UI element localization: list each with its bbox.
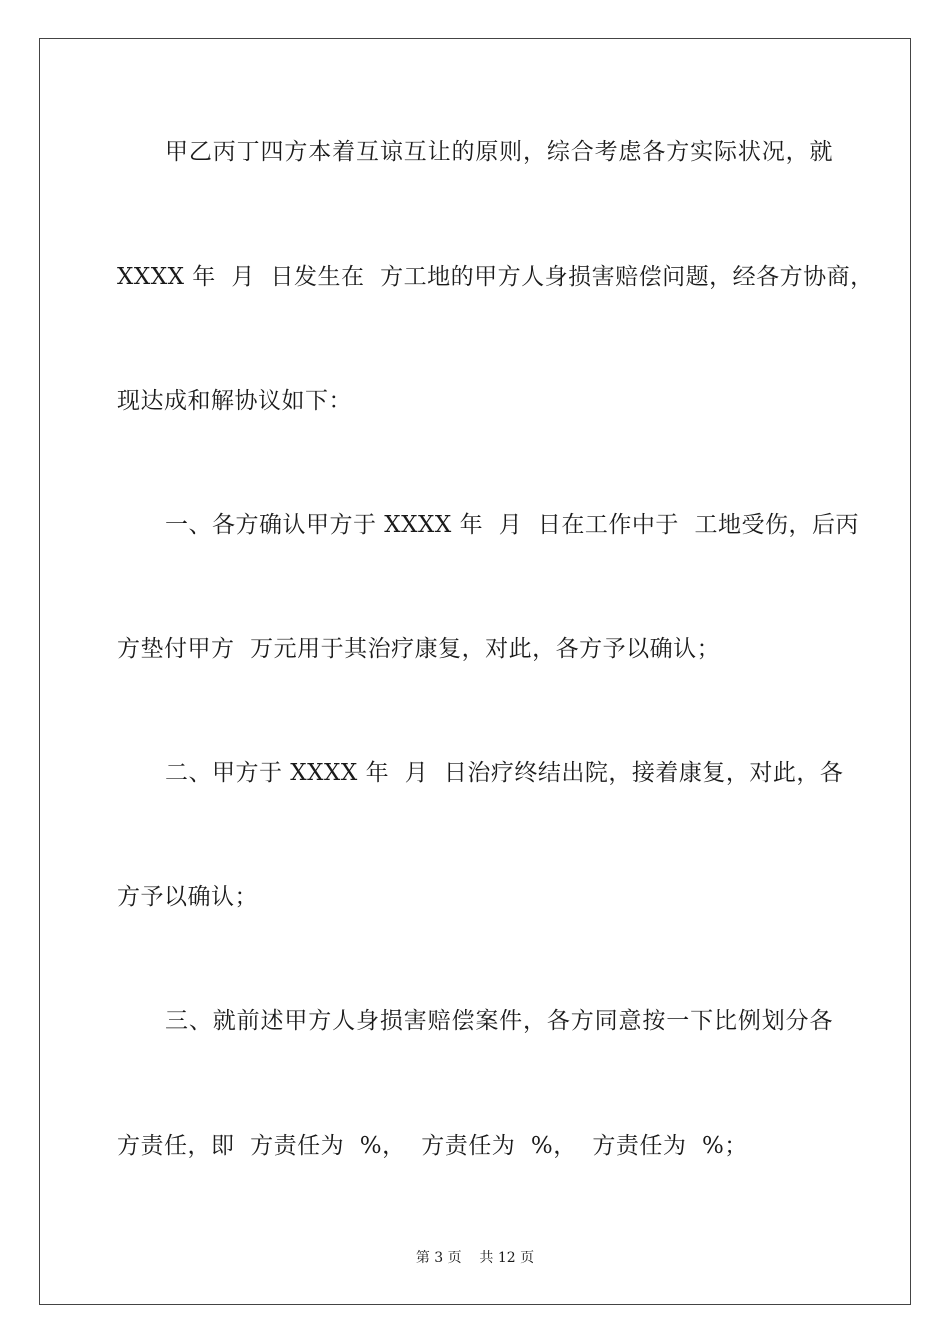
paragraph-line-3: 现达成和解协议如下： bbox=[117, 388, 352, 414]
page-border bbox=[39, 38, 911, 1305]
clause-2-line-2: 方予以确认； bbox=[117, 884, 258, 910]
clause-1-line-1: 一、各方确认甲方于 XXXX 年 月 日在工作中于 工地受伤，后丙 bbox=[165, 512, 859, 538]
page-number-footer: 第 3 页 共 12 页 bbox=[415, 1250, 535, 1266]
clause-2-line-1: 二、甲方于 XXXX 年 月 日治疗终结出院，接着康复，对此，各 bbox=[165, 760, 844, 786]
clause-3-line-1: 三、就前述甲方人身损害赔偿案件，各方同意按一下比例划分各 bbox=[165, 1008, 833, 1034]
paragraph-line-2: XXXX 年 月 日发生在 方工地的甲方人身损害赔偿问题，经各方协商， bbox=[117, 264, 874, 290]
clause-1-line-2: 方垫付甲方 万元用于其治疗康复，对此，各方予以确认； bbox=[117, 636, 721, 662]
clause-3-line-2: 方责任，即 方责任为 %， 方责任为 %， 方责任为 %； bbox=[117, 1133, 748, 1159]
paragraph-line-1: 甲乙丙丁四方本着互谅互让的原则，综合考虑各方实际状况，就 bbox=[165, 139, 833, 165]
